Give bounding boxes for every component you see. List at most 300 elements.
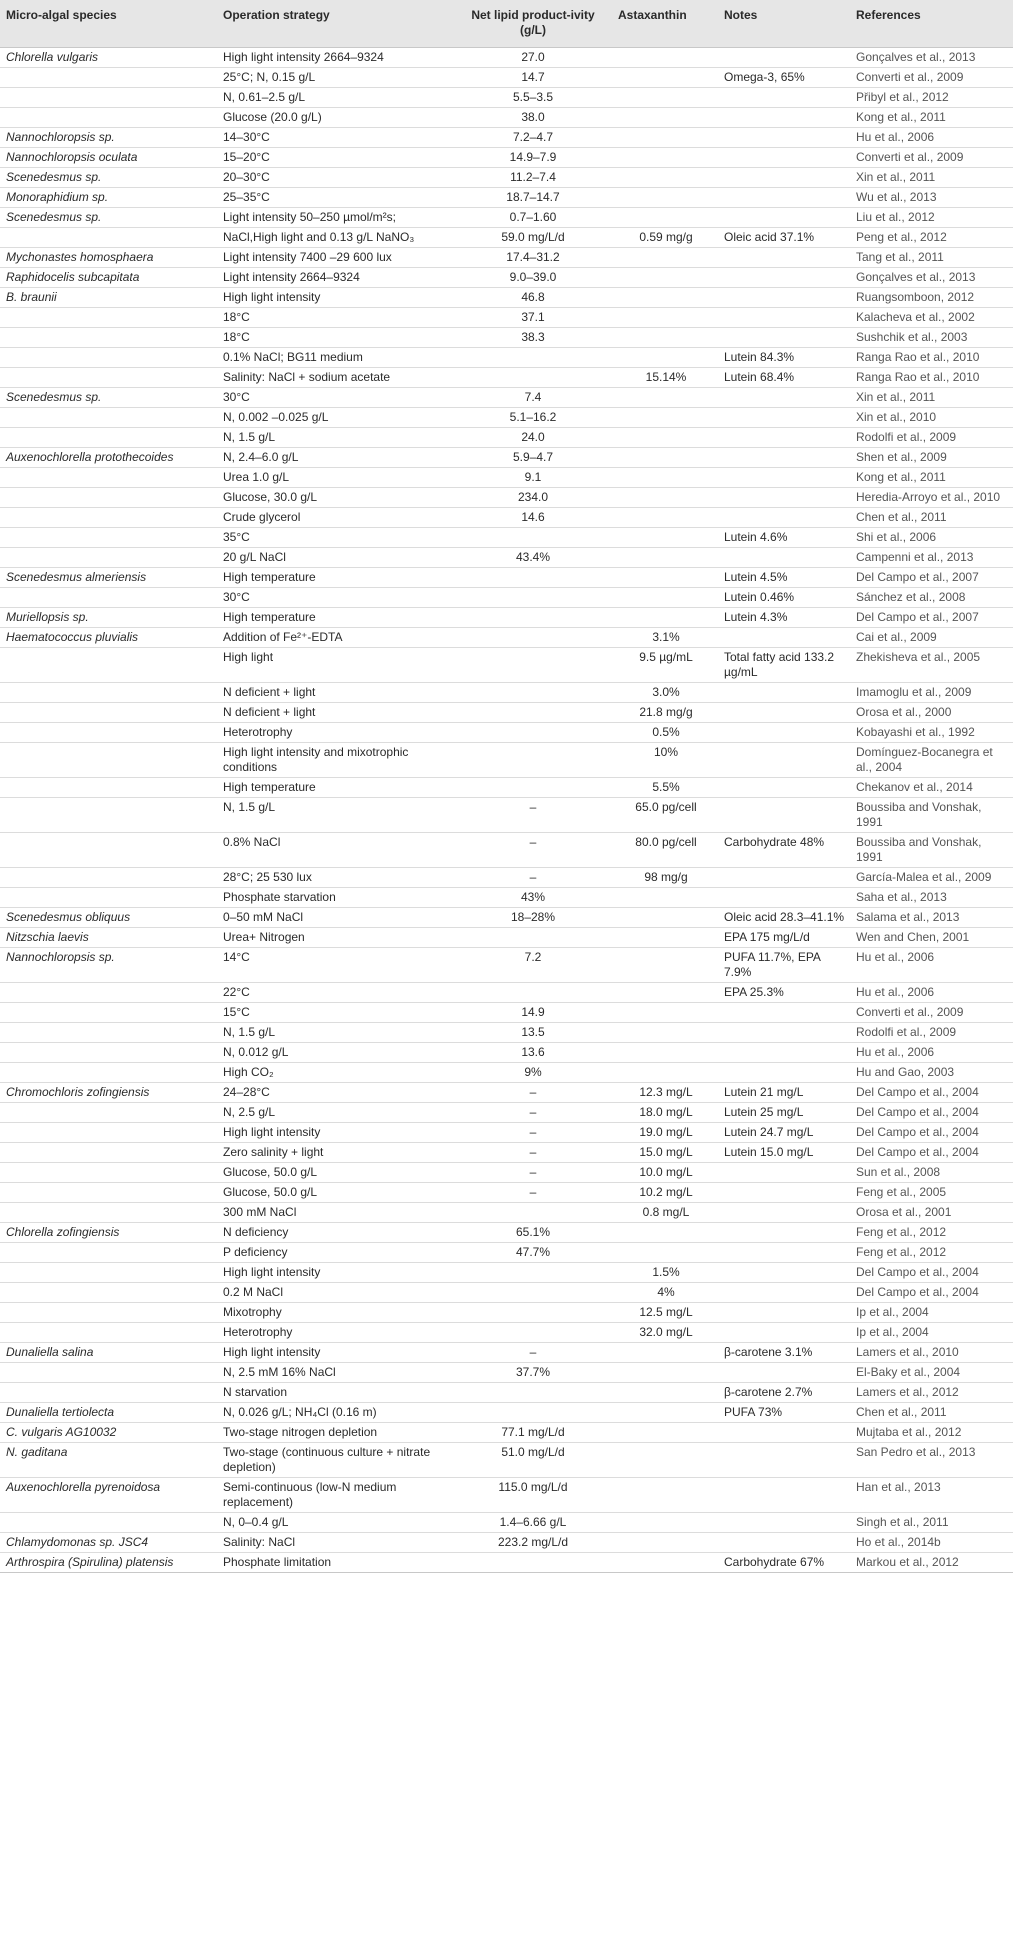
cell-lipid — [452, 1323, 612, 1343]
cell-reference: Singh et al., 2011 — [850, 1513, 1013, 1533]
cell-lipid: 38.3 — [452, 328, 612, 348]
cell-species: Dunaliella salina — [0, 1343, 217, 1363]
cell-reference: Wen and Chen, 2001 — [850, 928, 1013, 948]
cell-operation: Urea 1.0 g/L — [217, 468, 452, 488]
table-row — [0, 1163, 1013, 1183]
cell-reference: Del Campo et al., 2004 — [850, 1283, 1013, 1303]
cell-species: Scenedesmus sp. — [0, 388, 217, 408]
cell-lipid: 51.0 mg/L/d — [452, 1443, 612, 1478]
col-header-lipid: Net lipid product-ivity (g/L) — [452, 0, 612, 48]
cell-lipid — [452, 1383, 612, 1403]
cell-astaxanthin: 15.14% — [612, 368, 718, 388]
cell-operation: High temperature — [217, 778, 452, 798]
cell-lipid: 5.1–16.2 — [452, 408, 612, 428]
cell-astaxanthin: 10.0 mg/L — [612, 1163, 718, 1183]
table-row — [0, 1513, 1013, 1533]
table-row — [0, 388, 1013, 408]
cell-astaxanthin — [612, 1553, 718, 1573]
cell-reference: Kalacheva et al., 2002 — [850, 308, 1013, 328]
cell-reference: Domínguez-Bocanegra et al., 2004 — [850, 743, 1013, 778]
cell-reference: García-Malea et al., 2009 — [850, 868, 1013, 888]
cell-operation: Salinity: NaCl + sodium acetate — [217, 368, 452, 388]
cell-astaxanthin — [612, 548, 718, 568]
cell-lipid — [452, 528, 612, 548]
table-row — [0, 188, 1013, 208]
cell-species: Nitzschia laevis — [0, 928, 217, 948]
cell-notes — [718, 428, 850, 448]
cell-operation: High CO₂ — [217, 1063, 452, 1083]
cell-reference: Salama et al., 2013 — [850, 908, 1013, 928]
cell-reference: Del Campo et al., 2007 — [850, 568, 1013, 588]
cell-operation: N deficient + light — [217, 703, 452, 723]
cell-operation: 30°C — [217, 588, 452, 608]
cell-operation: Mixotrophy — [217, 1303, 452, 1323]
table-row — [0, 1223, 1013, 1243]
cell-lipid: 11.2–7.4 — [452, 168, 612, 188]
cell-notes — [718, 1243, 850, 1263]
cell-reference: Sun et al., 2008 — [850, 1163, 1013, 1183]
cell-operation: 20–30°C — [217, 168, 452, 188]
cell-lipid — [452, 743, 612, 778]
cell-operation: Heterotrophy — [217, 1323, 452, 1343]
table-body — [0, 48, 1013, 1573]
cell-species — [0, 1003, 217, 1023]
table-row — [0, 1203, 1013, 1223]
cell-reference: Boussiba and Vonshak, 1991 — [850, 833, 1013, 868]
cell-operation: High temperature — [217, 568, 452, 588]
cell-reference: El-Baky et al., 2004 — [850, 1363, 1013, 1383]
cell-species: Auxenochlorella pyrenoidosa — [0, 1478, 217, 1513]
cell-lipid: 9% — [452, 1063, 612, 1083]
cell-astaxanthin: 32.0 mg/L — [612, 1323, 718, 1343]
cell-notes: Carbohydrate 48% — [718, 833, 850, 868]
cell-operation: 0.8% NaCl — [217, 833, 452, 868]
table-row — [0, 1063, 1013, 1083]
cell-operation: N, 0.002 –0.025 g/L — [217, 408, 452, 428]
cell-reference: Lamers et al., 2010 — [850, 1343, 1013, 1363]
table-row — [0, 778, 1013, 798]
table-row — [0, 888, 1013, 908]
cell-reference: Shi et al., 2006 — [850, 528, 1013, 548]
table-row — [0, 1403, 1013, 1423]
table-row — [0, 508, 1013, 528]
cell-species — [0, 108, 217, 128]
table-row — [0, 1003, 1013, 1023]
cell-species — [0, 588, 217, 608]
cell-notes — [718, 1423, 850, 1443]
cell-lipid: 65.1% — [452, 1223, 612, 1243]
cell-operation: High light intensity — [217, 1343, 452, 1363]
cell-species — [0, 488, 217, 508]
cell-astaxanthin: 0.59 mg/g — [612, 228, 718, 248]
cell-reference: Feng et al., 2005 — [850, 1183, 1013, 1203]
cell-astaxanthin — [612, 908, 718, 928]
cell-astaxanthin: 10% — [612, 743, 718, 778]
cell-species: Chromochloris zofingiensis — [0, 1083, 217, 1103]
cell-notes — [718, 743, 850, 778]
table-row — [0, 928, 1013, 948]
cell-astaxanthin — [612, 1533, 718, 1553]
cell-notes — [718, 1303, 850, 1323]
cell-astaxanthin: 10.2 mg/L — [612, 1183, 718, 1203]
cell-notes — [718, 268, 850, 288]
cell-astaxanthin — [612, 1513, 718, 1533]
cell-reference: San Pedro et al., 2013 — [850, 1443, 1013, 1478]
cell-reference: Sushchik et al., 2003 — [850, 328, 1013, 348]
cell-reference: Gonçalves et al., 2013 — [850, 48, 1013, 68]
cell-lipid — [452, 348, 612, 368]
cell-species — [0, 703, 217, 723]
cell-species — [0, 408, 217, 428]
cell-lipid: 13.6 — [452, 1043, 612, 1063]
cell-lipid — [452, 368, 612, 388]
cell-astaxanthin — [612, 528, 718, 548]
cell-reference: Markou et al., 2012 — [850, 1553, 1013, 1573]
cell-lipid: 7.2 — [452, 948, 612, 983]
cell-notes — [718, 108, 850, 128]
cell-astaxanthin — [612, 108, 718, 128]
cell-species — [0, 528, 217, 548]
cell-reference: Wu et al., 2013 — [850, 188, 1013, 208]
cell-lipid: 1.4–6.66 g/L — [452, 1513, 612, 1533]
cell-notes: β-carotene 2.7% — [718, 1383, 850, 1403]
cell-astaxanthin — [612, 1478, 718, 1513]
table-row — [0, 528, 1013, 548]
cell-operation: Glucose, 50.0 g/L — [217, 1163, 452, 1183]
cell-astaxanthin — [612, 983, 718, 1003]
cell-reference: Xin et al., 2011 — [850, 168, 1013, 188]
col-header-species: Micro-algal species — [0, 0, 217, 48]
cell-operation: Phosphate limitation — [217, 1553, 452, 1573]
cell-astaxanthin — [612, 1003, 718, 1023]
cell-notes: PUFA 11.7%, EPA 7.9% — [718, 948, 850, 983]
cell-astaxanthin — [612, 948, 718, 983]
cell-astaxanthin — [612, 488, 718, 508]
cell-notes — [718, 868, 850, 888]
cell-operation: 15°C — [217, 1003, 452, 1023]
cell-reference: Chekanov et al., 2014 — [850, 778, 1013, 798]
cell-astaxanthin — [612, 388, 718, 408]
cell-astaxanthin: 21.8 mg/g — [612, 703, 718, 723]
cell-species: Scenedesmus almeriensis — [0, 568, 217, 588]
cell-notes — [718, 508, 850, 528]
table-row — [0, 1243, 1013, 1263]
cell-lipid: 5.5–3.5 — [452, 88, 612, 108]
table-row — [0, 1043, 1013, 1063]
cell-notes: EPA 25.3% — [718, 983, 850, 1003]
cell-operation: N, 1.5 g/L — [217, 1023, 452, 1043]
table-row — [0, 1553, 1013, 1573]
cell-notes: Lutein 68.4% — [718, 368, 850, 388]
cell-reference: Chen et al., 2011 — [850, 1403, 1013, 1423]
cell-reference: Del Campo et al., 2004 — [850, 1123, 1013, 1143]
cell-operation: Salinity: NaCl — [217, 1533, 452, 1553]
cell-astaxanthin — [612, 188, 718, 208]
cell-species — [0, 833, 217, 868]
cell-notes — [718, 1023, 850, 1043]
cell-notes: Lutein 4.5% — [718, 568, 850, 588]
cell-operation: High light intensity — [217, 288, 452, 308]
table-row — [0, 448, 1013, 468]
cell-lipid: – — [452, 1103, 612, 1123]
cell-species — [0, 983, 217, 1003]
cell-astaxanthin: 9.5 µg/mL — [612, 648, 718, 683]
cell-species — [0, 428, 217, 448]
cell-notes — [718, 1283, 850, 1303]
cell-lipid: 59.0 mg/L/d — [452, 228, 612, 248]
cell-operation: High temperature — [217, 608, 452, 628]
cell-species: B. braunii — [0, 288, 217, 308]
table-row — [0, 1383, 1013, 1403]
cell-reference: Chen et al., 2011 — [850, 508, 1013, 528]
table-row — [0, 908, 1013, 928]
table-row — [0, 1123, 1013, 1143]
cell-notes — [718, 798, 850, 833]
cell-reference: Hu et al., 2006 — [850, 1043, 1013, 1063]
cell-operation: N, 0.61–2.5 g/L — [217, 88, 452, 108]
cell-operation: Light intensity 2664–9324 — [217, 268, 452, 288]
cell-reference: Feng et al., 2012 — [850, 1223, 1013, 1243]
cell-species — [0, 723, 217, 743]
table-row — [0, 798, 1013, 833]
cell-notes — [718, 48, 850, 68]
cell-species — [0, 1513, 217, 1533]
cell-notes: Omega-3, 65% — [718, 68, 850, 88]
cell-lipid: – — [452, 1123, 612, 1143]
cell-operation: Addition of Fe²⁺-EDTA — [217, 628, 452, 648]
cell-operation: N, 0.026 g/L; NH₄Cl (0.16 m) — [217, 1403, 452, 1423]
cell-astaxanthin — [612, 1363, 718, 1383]
cell-notes: EPA 175 mg/L/d — [718, 928, 850, 948]
cell-operation: 18°C — [217, 328, 452, 348]
cell-lipid — [452, 778, 612, 798]
cell-reference: Saha et al., 2013 — [850, 888, 1013, 908]
cell-notes — [718, 1043, 850, 1063]
cell-species: Muriellopsis sp. — [0, 608, 217, 628]
table-row — [0, 1533, 1013, 1553]
cell-notes: Lutein 84.3% — [718, 348, 850, 368]
cell-lipid — [452, 1283, 612, 1303]
cell-astaxanthin: 1.5% — [612, 1263, 718, 1283]
cell-astaxanthin — [612, 448, 718, 468]
cell-species — [0, 1323, 217, 1343]
cell-species — [0, 1243, 217, 1263]
cell-astaxanthin: 4% — [612, 1283, 718, 1303]
cell-operation: N, 2.5 mM 16% NaCl — [217, 1363, 452, 1383]
cell-operation: High light intensity — [217, 1123, 452, 1143]
cell-notes — [718, 328, 850, 348]
cell-operation: Glucose (20.0 g/L) — [217, 108, 452, 128]
cell-astaxanthin: 5.5% — [612, 778, 718, 798]
cell-lipid — [452, 568, 612, 588]
cell-lipid — [452, 1403, 612, 1423]
cell-astaxanthin: 0.5% — [612, 723, 718, 743]
cell-lipid — [452, 703, 612, 723]
cell-notes: PUFA 73% — [718, 1403, 850, 1423]
cell-species — [0, 1203, 217, 1223]
cell-operation: N, 1.5 g/L — [217, 428, 452, 448]
cell-reference: Del Campo et al., 2004 — [850, 1143, 1013, 1163]
cell-species — [0, 368, 217, 388]
table-row — [0, 488, 1013, 508]
cell-operation: 15–20°C — [217, 148, 452, 168]
cell-notes: Lutein 4.3% — [718, 608, 850, 628]
cell-species: Scenedesmus sp. — [0, 168, 217, 188]
cell-species — [0, 548, 217, 568]
cell-operation: 25–35°C — [217, 188, 452, 208]
cell-astaxanthin: 12.5 mg/L — [612, 1303, 718, 1323]
cell-reference: Campenni et al., 2013 — [850, 548, 1013, 568]
cell-notes — [718, 1223, 850, 1243]
table-row — [0, 68, 1013, 88]
cell-species — [0, 1023, 217, 1043]
cell-notes — [718, 1263, 850, 1283]
cell-operation: 14°C — [217, 948, 452, 983]
cell-astaxanthin — [612, 468, 718, 488]
table-row — [0, 1023, 1013, 1043]
cell-astaxanthin — [612, 168, 718, 188]
cell-operation: NaCl,High light and 0.13 g/L NaNO₃ — [217, 228, 452, 248]
cell-species — [0, 348, 217, 368]
cell-lipid: – — [452, 1083, 612, 1103]
cell-astaxanthin: 15.0 mg/L — [612, 1143, 718, 1163]
table-row — [0, 1443, 1013, 1478]
cell-reference: Shen et al., 2009 — [850, 448, 1013, 468]
cell-lipid: 46.8 — [452, 288, 612, 308]
cell-lipid: – — [452, 1163, 612, 1183]
cell-operation: High light — [217, 648, 452, 683]
cell-astaxanthin — [612, 588, 718, 608]
cell-lipid: 14.9–7.9 — [452, 148, 612, 168]
cell-species — [0, 648, 217, 683]
table-row — [0, 1263, 1013, 1283]
cell-notes — [718, 288, 850, 308]
cell-operation: High light intensity — [217, 1263, 452, 1283]
cell-species: Monoraphidium sp. — [0, 188, 217, 208]
cell-astaxanthin — [612, 268, 718, 288]
cell-notes — [718, 408, 850, 428]
cell-species — [0, 88, 217, 108]
cell-species — [0, 1183, 217, 1203]
cell-astaxanthin — [612, 1343, 718, 1363]
cell-species — [0, 1363, 217, 1383]
cell-lipid: 5.9–4.7 — [452, 448, 612, 468]
table-row — [0, 948, 1013, 983]
cell-notes: Lutein 4.6% — [718, 528, 850, 548]
table-row — [0, 1183, 1013, 1203]
cell-notes — [718, 548, 850, 568]
cell-reference: Han et al., 2013 — [850, 1478, 1013, 1513]
cell-notes — [718, 1183, 850, 1203]
cell-notes — [718, 888, 850, 908]
cell-species: Nannochloropsis oculata — [0, 148, 217, 168]
cell-lipid: 9.1 — [452, 468, 612, 488]
cell-reference: Cai et al., 2009 — [850, 628, 1013, 648]
table-row — [0, 328, 1013, 348]
cell-lipid: 77.1 mg/L/d — [452, 1423, 612, 1443]
cell-species — [0, 1063, 217, 1083]
cell-notes — [718, 778, 850, 798]
table-row — [0, 208, 1013, 228]
cell-operation: N, 0.012 g/L — [217, 1043, 452, 1063]
cell-astaxanthin: 0.8 mg/L — [612, 1203, 718, 1223]
table-row — [0, 588, 1013, 608]
cell-operation: N, 2.5 g/L — [217, 1103, 452, 1123]
cell-astaxanthin — [612, 328, 718, 348]
cell-notes — [718, 308, 850, 328]
cell-lipid: 18.7–14.7 — [452, 188, 612, 208]
cell-species — [0, 1163, 217, 1183]
cell-reference: Ranga Rao et al., 2010 — [850, 368, 1013, 388]
cell-lipid: 223.2 mg/L/d — [452, 1533, 612, 1553]
cell-astaxanthin: 3.1% — [612, 628, 718, 648]
table-row — [0, 428, 1013, 448]
cell-lipid: 17.4–31.2 — [452, 248, 612, 268]
cell-astaxanthin: 3.0% — [612, 683, 718, 703]
cell-reference: Feng et al., 2012 — [850, 1243, 1013, 1263]
cell-lipid — [452, 928, 612, 948]
table-row — [0, 548, 1013, 568]
cell-operation: Two-stage nitrogen depletion — [217, 1423, 452, 1443]
cell-species: Chlorella zofingiensis — [0, 1223, 217, 1243]
table-row — [0, 1303, 1013, 1323]
cell-reference: Del Campo et al., 2004 — [850, 1083, 1013, 1103]
cell-reference: Hu et al., 2006 — [850, 948, 1013, 983]
table-row — [0, 743, 1013, 778]
cell-operation: N, 1.5 g/L — [217, 798, 452, 833]
table-row — [0, 168, 1013, 188]
cell-reference: Kobayashi et al., 1992 — [850, 723, 1013, 743]
cell-notes — [718, 723, 850, 743]
cell-lipid — [452, 683, 612, 703]
table-row — [0, 1283, 1013, 1303]
table-row — [0, 348, 1013, 368]
cell-astaxanthin — [612, 608, 718, 628]
table-row — [0, 408, 1013, 428]
cell-notes — [718, 168, 850, 188]
cell-notes: Lutein 21 mg/L — [718, 1083, 850, 1103]
cell-lipid: 24.0 — [452, 428, 612, 448]
table-row — [0, 608, 1013, 628]
cell-notes — [718, 703, 850, 723]
col-header-references: References — [850, 0, 1013, 48]
cell-notes — [718, 468, 850, 488]
cell-species — [0, 1283, 217, 1303]
cell-astaxanthin — [612, 888, 718, 908]
cell-reference: Hu et al., 2006 — [850, 983, 1013, 1003]
cell-species — [0, 683, 217, 703]
cell-astaxanthin — [612, 308, 718, 328]
cell-species: Haematococcus pluvialis — [0, 628, 217, 648]
cell-species — [0, 798, 217, 833]
cell-reference: Orosa et al., 2001 — [850, 1203, 1013, 1223]
cell-reference: Tang et al., 2011 — [850, 248, 1013, 268]
cell-notes — [718, 1533, 850, 1553]
table-row — [0, 148, 1013, 168]
cell-notes — [718, 148, 850, 168]
cell-notes — [718, 683, 850, 703]
cell-species — [0, 1263, 217, 1283]
cell-lipid — [452, 648, 612, 683]
cell-lipid — [452, 1553, 612, 1573]
cell-species: Nannochloropsis sp. — [0, 948, 217, 983]
cell-species: Chlamydomonas sp. JSC4 — [0, 1533, 217, 1553]
cell-notes: Lutein 15.0 mg/L — [718, 1143, 850, 1163]
cell-astaxanthin — [612, 1023, 718, 1043]
cell-reference: Converti et al., 2009 — [850, 148, 1013, 168]
cell-notes — [718, 1203, 850, 1223]
cell-lipid: 234.0 — [452, 488, 612, 508]
